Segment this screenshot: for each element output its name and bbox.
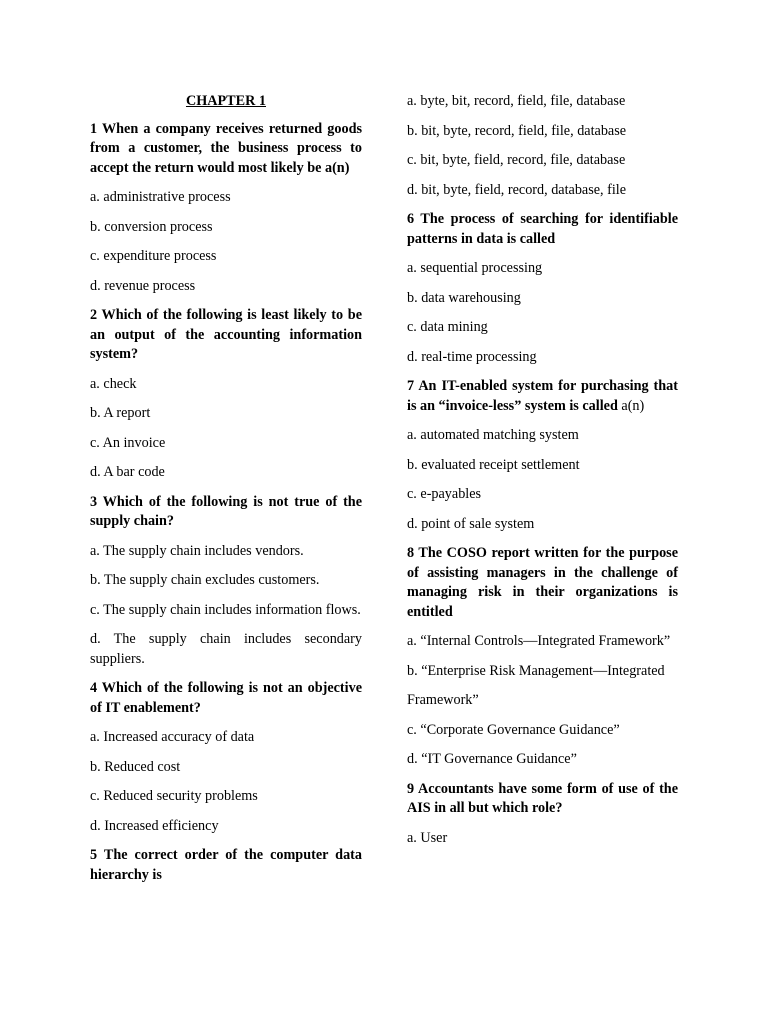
question-2-option-a: a. check (90, 375, 137, 392)
question-3-option-b: b. The supply chain excludes customers. (90, 572, 320, 588)
left-column (90, 92, 362, 895)
question-9: 9 Accountants have some form of use of the AIS in all but which role? (407, 780, 678, 816)
question-1: 1 When a company receives returned goods from a customer, the business process to accept the return would most likely be a(n) (90, 120, 362, 176)
question-2: 2 Which of the following is least likely to be an output of the accounting information system? (90, 307, 362, 362)
question-5-option-d: d. bit, byte, field, record, database, file (407, 181, 627, 198)
question-8-option-c: c. “Corporate Governance Guidance” (407, 721, 620, 738)
question-2-option-d: d. A bar code (90, 464, 165, 480)
question-6-option-c: c. data mining (407, 319, 488, 335)
question-7 (407, 377, 678, 416)
question-4-option-d: d. Increased efficiency (90, 817, 219, 834)
question-9-option-a: a. User (407, 829, 448, 846)
question-7-option-c: c. e-payables (407, 486, 482, 502)
question-4: 4 Which of the following is not an objective of IT enablement? (90, 680, 362, 716)
question-1-option-d: d. revenue process (90, 277, 196, 294)
question-2-option-c: c. An invoice (90, 434, 166, 451)
question-8: 8 The COSO report written for the purpose of assisting managers in the challenge of managing risk in their organizations is entitled (407, 545, 678, 620)
question-6: 6 The process of searching for identifiable patterns in data is called (407, 211, 678, 247)
question-5-option-a: a. byte, bit, record, field, file, database (407, 93, 626, 109)
question-8-option-d: d. “IT Governance Guidance” (407, 751, 577, 767)
question-7-suffix: a(n) (621, 397, 645, 414)
chapter-title: CHAPTER 1 (185, 93, 266, 109)
question-2-option-b: b. A report (90, 405, 151, 421)
question-1-option-c: c. expenditure process (90, 248, 217, 264)
question-4-option-a: a. Increased accuracy of data (90, 729, 255, 745)
question-4-option-c: c. Reduced security problems (90, 788, 258, 804)
question-8-option-b: b. “Enterprise Risk Management—Integrated (407, 662, 665, 679)
question-6-option-a: a. sequential processing (407, 260, 543, 276)
question-3-option-d: d. The supply chain includes secondary suppliers. (90, 631, 362, 667)
question-3: 3 Which of the following is not true of the supply chain? (90, 493, 362, 529)
question-4-option-b: b. Reduced cost (90, 758, 181, 775)
question-8-option-b-continued: Framework” (407, 692, 479, 708)
question-3-option-c: c. The supply chain includes information flows. (90, 601, 361, 618)
question-5-option-b: b. bit, byte, record, field, file, database (407, 122, 627, 139)
question-7-option-a: a. automated matching system (407, 427, 579, 443)
question-5: 5 The correct order of the computer data hierarchy is (90, 847, 362, 883)
question-7-option-b: b. evaluated receipt settlement (407, 456, 580, 473)
question-1-option-a: a. administrative process (90, 189, 231, 205)
question-6-option-b: b. data warehousing (407, 289, 521, 306)
question-1-option-b: b. conversion process (90, 218, 213, 235)
question-3-option-a: a. The supply chain includes vendors. (90, 542, 304, 559)
question-7-option-d: d. point of sale system (407, 515, 535, 532)
question-6-option-d: d. real-time processing (407, 348, 537, 365)
question-8-option-a: a. “Internal Controls—Integrated Framework” (407, 633, 671, 649)
question-7-text: 7 An IT-enabled system for purchasing that is an “invoice-less” system is called (407, 378, 678, 414)
right-column (407, 92, 678, 858)
question-5-option-c: c. bit, byte, field, record, file, database (407, 152, 626, 168)
